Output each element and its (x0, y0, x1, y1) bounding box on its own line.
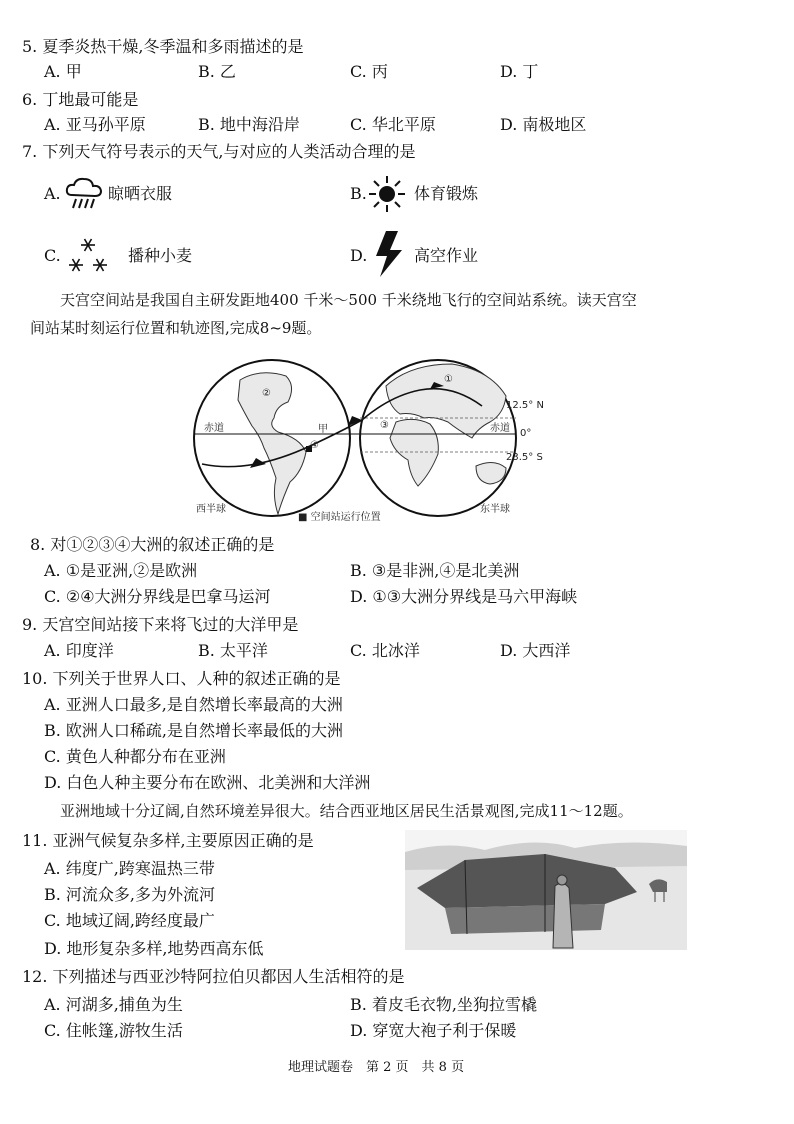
question-6-option-a[interactable]: A. 亚马孙平原 (44, 115, 146, 134)
east-hemisphere-label: 东半球 (480, 504, 510, 515)
question-11-option-c[interactable]: C. 地域辽阔,跨经度最广 (44, 911, 215, 930)
question-10-option-d[interactable]: D. 白色人种主要分布在欧洲、北美洲和大洋洲 (44, 773, 371, 792)
page-footer: 地理试题卷 第 2 页 共 8 页 (288, 1060, 465, 1075)
question-7-option-b-text: 体育锻炼 (414, 184, 479, 203)
question-8-option-b[interactable]: B. ③是非洲,④是北美洲 (350, 561, 520, 580)
question-8-option-a[interactable]: A. ①是亚洲,②是欧洲 (44, 561, 198, 580)
question-9-option-a[interactable]: A. 印度洋 (44, 641, 114, 660)
question-10-option-b[interactable]: B. 欧洲人口稀疏,是自然增长率最低的大洲 (44, 721, 344, 740)
question-7-stem: 7. 下列天气符号表示的天气,与对应的人类活动合理的是 (22, 142, 416, 161)
question-9-stem: 9. 天宫空间站接下来将飞过的大洋甲是 (22, 615, 299, 634)
ocean-label-jia: 甲 (318, 424, 328, 435)
question-12-stem: 12. 下列描述与西亚沙特阿拉伯贝都因人生活相符的是 (22, 967, 405, 986)
question-12-option-c[interactable]: C. 住帐篷,游牧生活 (44, 1021, 183, 1040)
question-9-option-d[interactable]: D. 大西洋 (500, 641, 571, 660)
question-5-option-b[interactable]: B. 乙 (198, 62, 236, 81)
tiangong-orbit-map (190, 356, 544, 526)
question-8-option-c[interactable]: C. ②④大洲分界线是巴拿马运河 (44, 587, 271, 606)
question-10-stem: 10. 下列关于世界人口、人种的叙述正确的是 (22, 669, 341, 688)
question-5-stem: 5. 夏季炎热干燥,冬季温和多雨描述的是 (22, 37, 304, 56)
lightning-icon (372, 230, 406, 278)
equator-degree-label: 0° (520, 428, 532, 439)
question-6-option-b[interactable]: B. 地中海沿岸 (198, 115, 300, 134)
question-7-option-d-text: 高空作业 (414, 246, 479, 265)
question-12-option-b[interactable]: B. 着皮毛衣物,坐狗拉雪橇 (350, 995, 538, 1014)
question-11-option-d[interactable]: D. 地形复杂多样,地势西高东低 (44, 939, 264, 958)
rain-icon (64, 175, 104, 211)
continent-label-1: ① (444, 374, 453, 385)
question-11-option-b[interactable]: B. 河流众多,多为外流河 (44, 885, 216, 904)
question-7-option-d-letter[interactable]: D. (350, 246, 368, 265)
lat-12-5n-label: 12.5° N (506, 400, 544, 411)
continent-label-2: ② (262, 388, 271, 399)
sun-icon (368, 175, 406, 213)
west-hemisphere-label: 西半球 (196, 504, 226, 515)
question-10-option-a[interactable]: A. 亚洲人口最多,是自然增长率最高的大洲 (44, 695, 343, 714)
lat-23-5s-label: 23.5° S (506, 452, 543, 463)
equator-label-west: 赤道 (204, 423, 224, 434)
question-7-option-c-letter[interactable]: C. (44, 246, 61, 265)
station-legend: ■ 空间站运行位置 (298, 512, 381, 523)
continent-label-3: ③ (380, 420, 389, 431)
question-6-stem: 6. 丁地最可能是 (22, 90, 139, 109)
question-8-stem: 8. 对①②③④大洲的叙述正确的是 (30, 535, 275, 554)
question-9-option-c[interactable]: C. 北冰洋 (350, 641, 420, 660)
question-11-option-a[interactable]: A. 纬度广,跨寒温热三带 (44, 859, 215, 878)
question-6-option-c[interactable]: C. 华北平原 (350, 115, 436, 134)
question-11-stem: 11. 亚洲气候复杂多样,主要原因正确的是 (22, 831, 314, 850)
question-5-option-a[interactable]: A. 甲 (44, 62, 82, 81)
question-8-option-d[interactable]: D. ①③大洲分界线是马六甲海峡 (350, 587, 578, 606)
question-5-option-d[interactable]: D. 丁 (500, 62, 539, 81)
intro-tiangong-line1: 天宫空间站是我国自主研发距地400 千米～500 千米绕地飞行的空间站系统。读天宫空 (60, 291, 637, 309)
continent-label-4: ④ (310, 440, 319, 451)
question-5-option-c[interactable]: C. 丙 (350, 62, 388, 81)
question-12-option-a[interactable]: A. 河湖多,捕鱼为生 (44, 995, 183, 1014)
question-7-option-a-letter[interactable]: A. (44, 184, 61, 203)
question-7-option-a-text: 晾晒衣服 (108, 184, 173, 203)
question-7-option-c-text: 播种小麦 (128, 246, 193, 265)
tent-wall (445, 904, 605, 934)
bedouin-tent-photo (405, 830, 687, 950)
intro-asia: 亚洲地域十分辽阔,自然环境差异很大。结合西亚地区居民生活景观图,完成11～12题。 (60, 802, 633, 820)
question-10-option-c[interactable]: C. 黄色人种都分布在亚洲 (44, 747, 226, 766)
equator-label-east: 赤道 (490, 423, 510, 434)
question-7-option-b-letter[interactable]: B. (350, 184, 367, 203)
hemispheres-diagram (190, 356, 544, 526)
snow-icon (66, 236, 110, 276)
question-9-option-b[interactable]: B. 太平洋 (198, 641, 268, 660)
intro-tiangong-line2: 间站某时刻运行位置和轨迹图,完成8~9题。 (30, 319, 322, 337)
question-12-option-d[interactable]: D. 穿宽大袍子利于保暖 (350, 1021, 517, 1040)
question-6-option-d[interactable]: D. 南极地区 (500, 115, 587, 134)
